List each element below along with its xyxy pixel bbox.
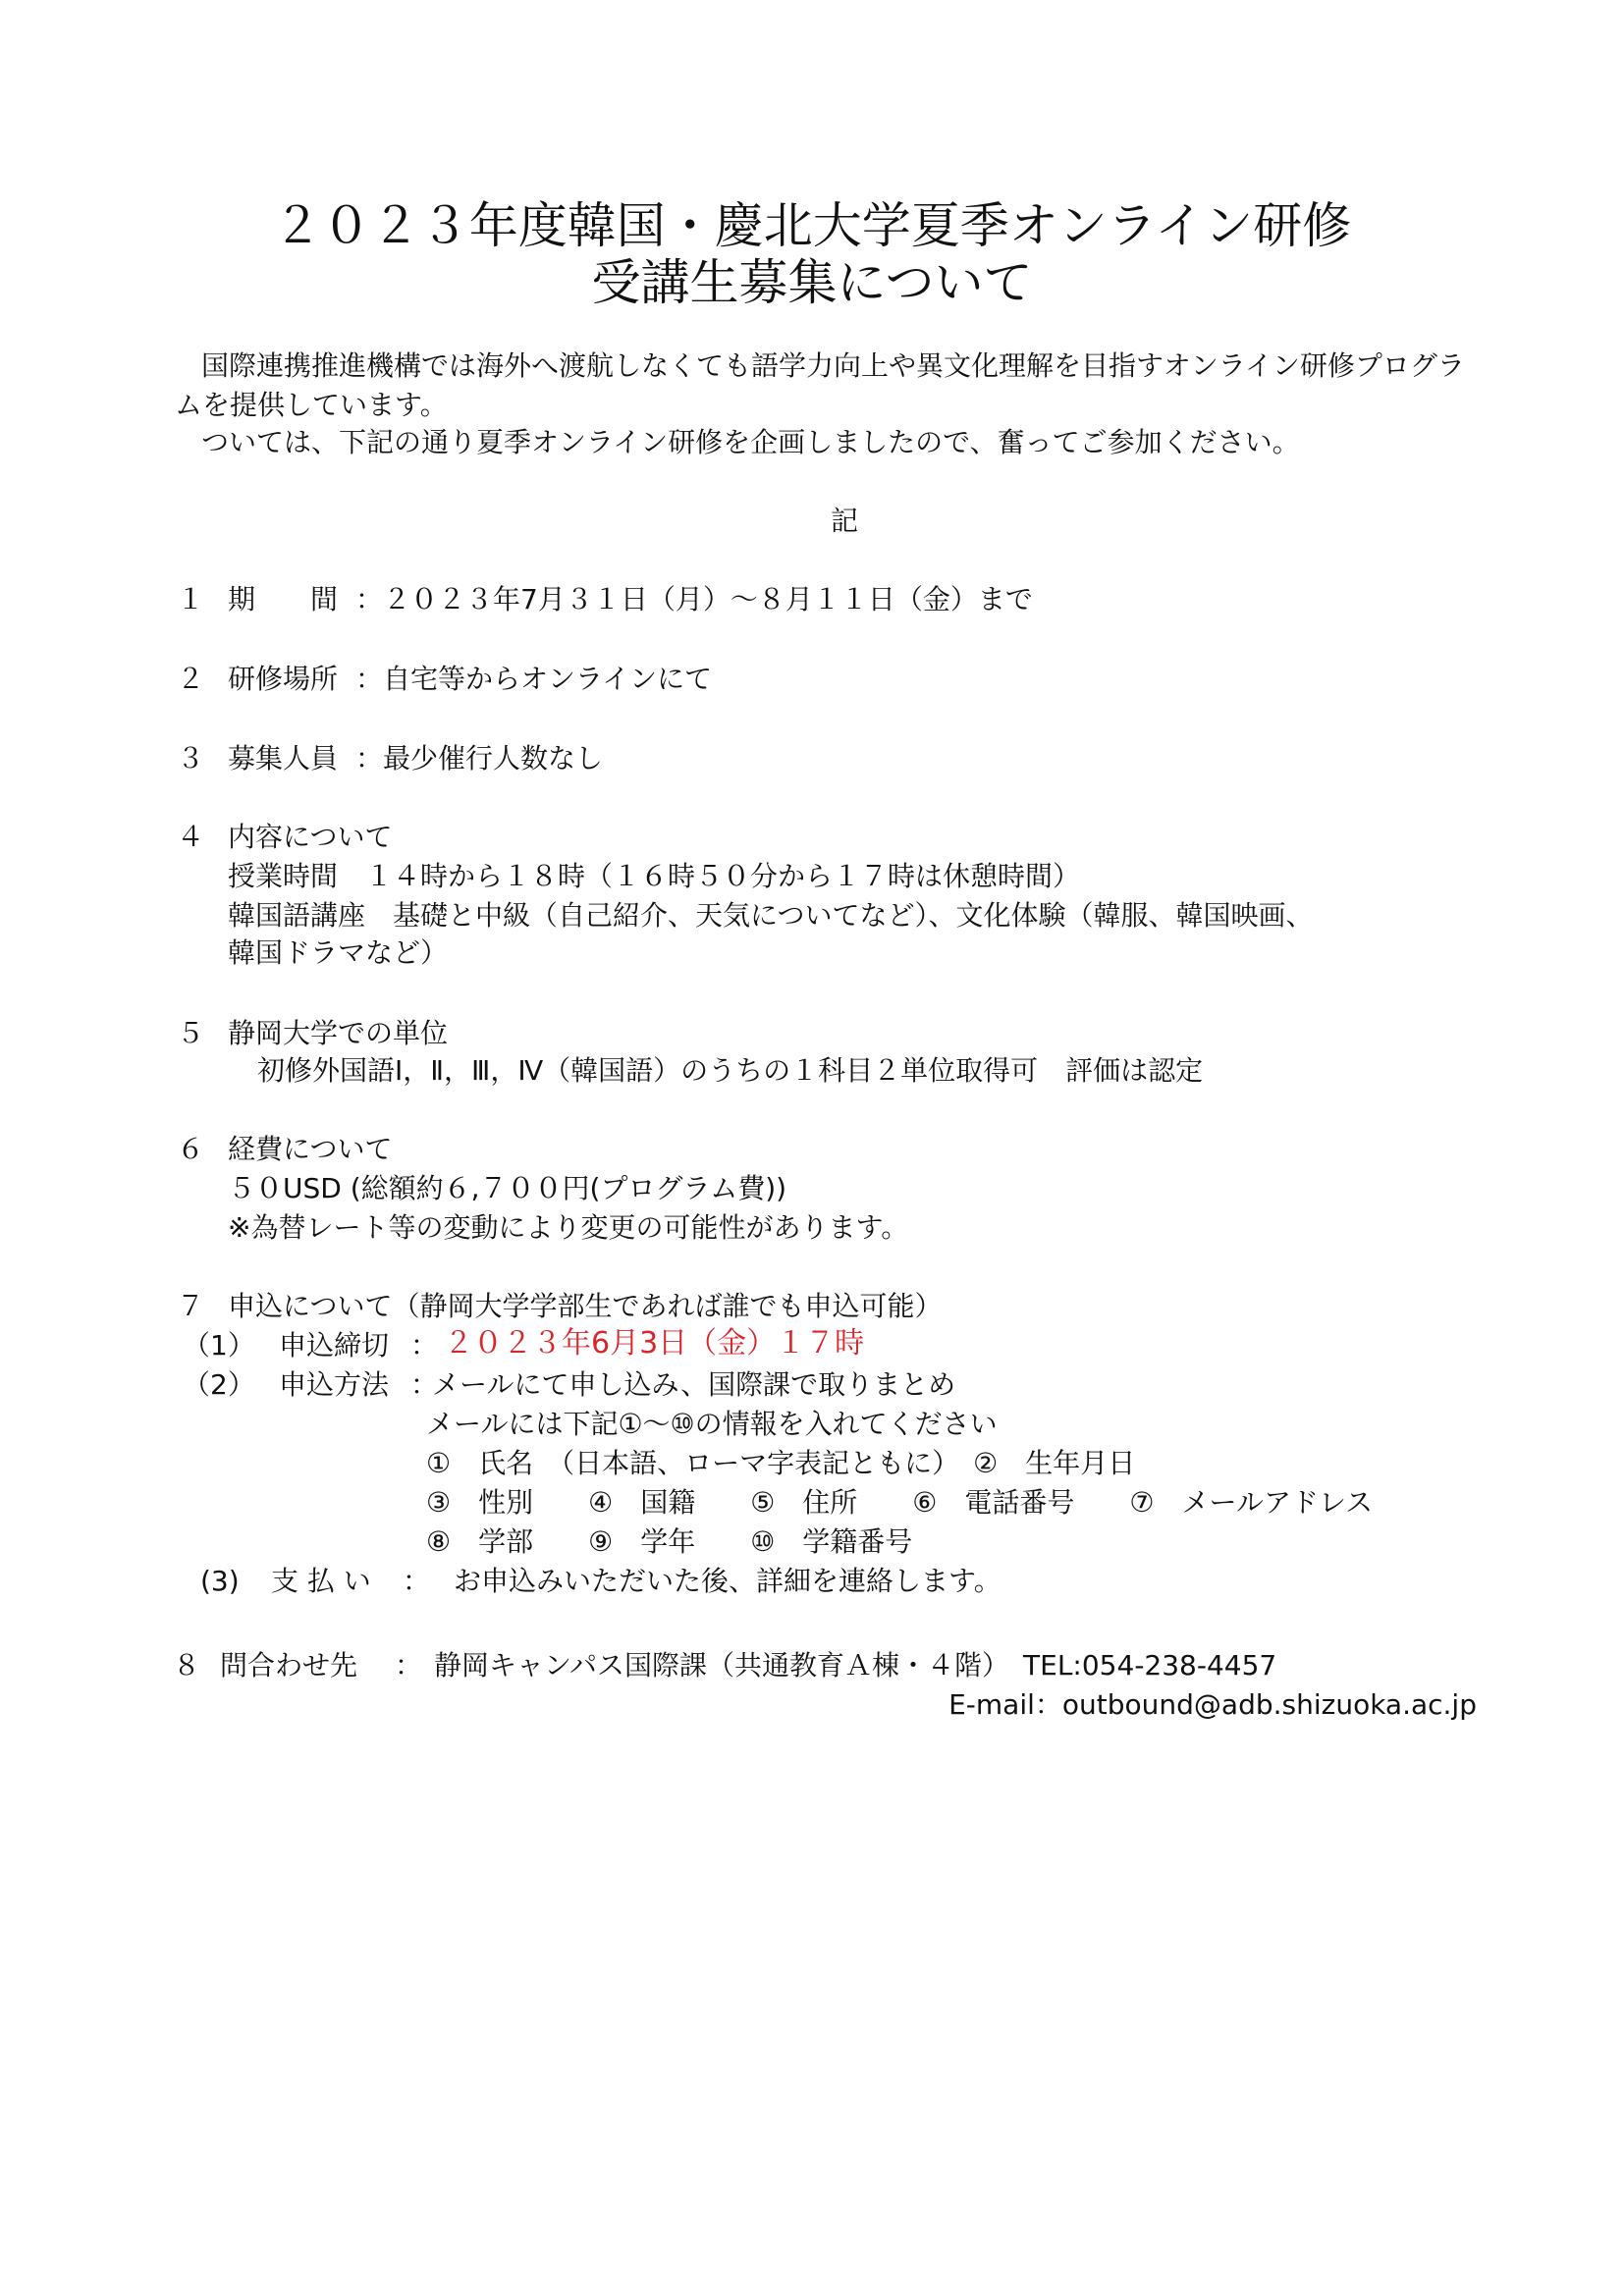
- subsection-colon: ：: [403, 1565, 431, 1597]
- subsection-colon: ：: [410, 1329, 439, 1362]
- section-label: 問合わせ先: [220, 1649, 358, 1682]
- cost-amount: ５０USD (総額約６,７００円(プログラム費)): [228, 1172, 787, 1204]
- info-item-row: ⑧ 学部 ⑨ 学年 ⑩ 学籍番号: [426, 1525, 913, 1558]
- intro-line-3: ついては、下記の通り夏季オンライン研修を企画しましたので、奮ってご参加ください。: [201, 426, 1300, 458]
- info-item-row: ① 氏名 （日本語、ローマ字表記ともに） ② 生年月日: [426, 1447, 1136, 1479]
- section-colon: ：: [395, 1649, 423, 1682]
- section-label: 経費について: [228, 1133, 393, 1165]
- section-label: 静岡大学での単位: [228, 1017, 449, 1049]
- section-number: ２: [177, 663, 205, 695]
- korean-course: 韓国語講座 基礎と中級（自己紹介、天気についてなど）、文化体験（韓服、韓国映画、: [228, 899, 1314, 932]
- contact-office: 静岡キャンパス国際課（共通教育Ａ棟・４階） TEL:054-238-4457: [434, 1649, 1277, 1682]
- ki-marker: 記: [831, 505, 859, 537]
- section-value: 最少催行人数なし: [383, 742, 604, 774]
- deadline-value: ２０２３年6月3日（金）１７時: [444, 1326, 865, 1361]
- subsection-value: メールにて申し込み、国際課で取りまとめ: [432, 1368, 956, 1401]
- section-number: １: [177, 583, 205, 615]
- intro-line-1: 国際連携推進機構では海外へ渡航しなくても語学力向上や異文化理解を目指すオンライン研修プログラ: [201, 349, 1465, 382]
- cost-note: ※為替レート等の変動により変更の可能性があります。: [228, 1211, 909, 1244]
- section-label: 研修場所: [228, 663, 339, 695]
- section-value: 自宅等からオンラインにて: [383, 663, 713, 695]
- subsection-value: お申込みいただいた後、詳細を連絡します。: [454, 1565, 1001, 1597]
- section-number: ３: [177, 742, 205, 774]
- section-number: ７: [177, 1290, 205, 1322]
- section-number: ４: [177, 821, 205, 853]
- section-value: ２０２３年7月３１日（月）～８月１１日（金）まで: [383, 583, 1033, 615]
- section-colon: ：: [355, 583, 384, 615]
- subsection-colon: ：: [410, 1368, 439, 1401]
- section-label: 期 間: [228, 583, 339, 615]
- subsection-number: （1）: [183, 1329, 255, 1362]
- section-number: ６: [177, 1133, 205, 1165]
- class-hours: 授業時間 １４時から１８時（１６時５０分から１７時は休憩時間）: [228, 860, 1081, 892]
- subsection-number: （2）: [183, 1368, 255, 1401]
- intro-line-2: ムを提供しています。: [175, 389, 448, 421]
- email-instruction: メールには下記①～⑩の情報を入れてください: [426, 1408, 998, 1440]
- section-number: ８: [173, 1649, 201, 1682]
- subsection-label: 支 払 い: [271, 1565, 371, 1597]
- contact-email: E-mail：outbound@adb.shizuoka.ac.jp: [948, 1688, 1477, 1721]
- page-title-line-2: 受講生募集について: [591, 254, 1033, 311]
- credit-detail: 初修外国語Ⅰ，Ⅱ，Ⅲ，Ⅳ（韓国語）のうちの１科目２単位取得可 評価は認定: [257, 1054, 1204, 1087]
- section-colon: ：: [355, 663, 384, 695]
- section-colon: ：: [355, 742, 384, 774]
- section-number: ５: [177, 1017, 205, 1049]
- subsection-number: (3): [200, 1565, 240, 1597]
- section-label: 内容について: [228, 821, 393, 853]
- korean-course-cont: 韓国ドラマなど）: [228, 936, 449, 969]
- section-label: 申込について（静岡大学学部生であれば誰でも申込可能）: [228, 1290, 943, 1322]
- subsection-label: 申込方法: [279, 1368, 390, 1401]
- section-label: 募集人員: [228, 742, 339, 774]
- page-title-line-1: ２０２３年度韓国・慶北大学夏季オンライン研修: [272, 197, 1352, 254]
- info-item-row: ③ 性別 ④ 国籍 ⑤ 住所 ⑥ 電話番号 ⑦ メールアドレス: [426, 1486, 1374, 1519]
- subsection-label: 申込締切: [279, 1329, 390, 1362]
